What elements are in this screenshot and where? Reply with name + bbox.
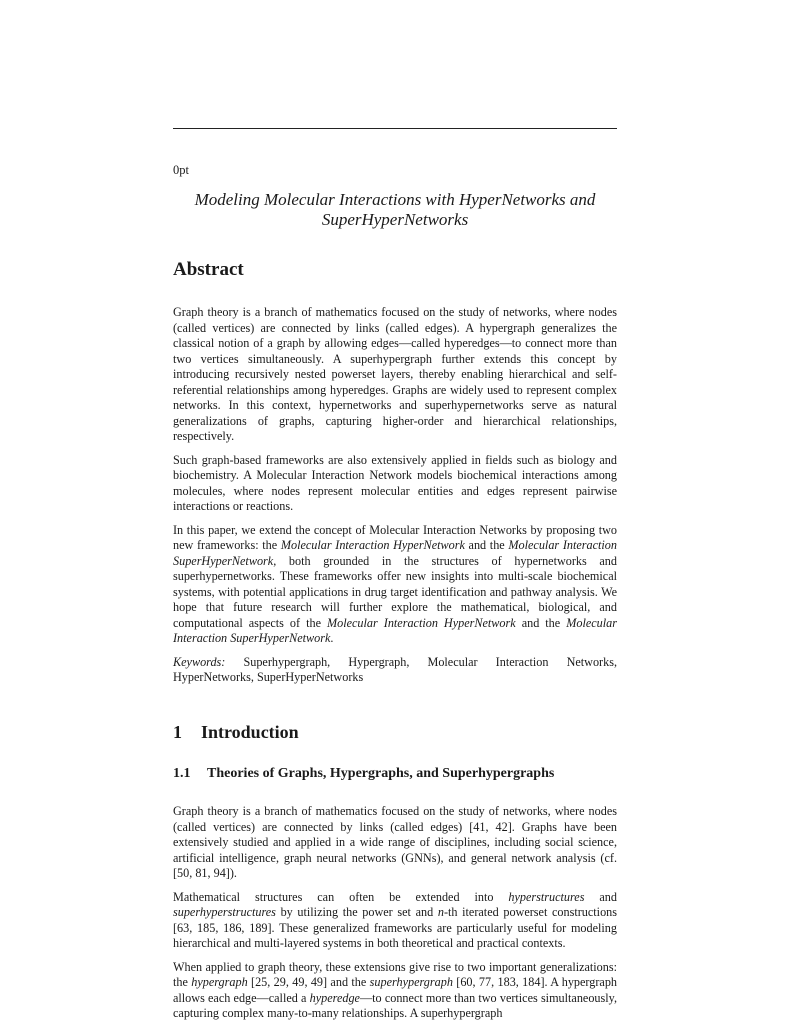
italic-term: Molecular Interaction SuperHyperNetwork	[173, 538, 617, 568]
section-1-heading	[173, 722, 299, 743]
intro-paragraph-3	[173, 960, 617, 1022]
abstract-paragraph-3	[173, 523, 617, 647]
section-title: Introduction	[201, 722, 299, 742]
text-run: —to connect more than two vertices simultaneously, capturing complex many-to-many relationships. A superhypergraph	[173, 990, 617, 1020]
top-rule	[173, 128, 617, 129]
italic-term: Molecular Interaction SuperHyperNetwork	[173, 615, 617, 645]
text-run: [60, 77, 183, 184]. A hypergraph allows each edge—called a	[173, 975, 618, 1005]
zero-pt-artifact: 0pt	[173, 163, 189, 177]
text-run: When applied to graph theory, these extensions give rise to two important generalizations: the	[173, 959, 617, 989]
italic-term: Molecular Interaction HyperNetwork	[280, 538, 465, 552]
text-run: , both grounded in the structures of hypernetworks and superhypernetworks. These frameworks offer new insights into multi-scale biochemical systems, with potential applications in drug target identification and pathway analysis. We hope that future research will further explore the mathematical, biological, and computational aspects of the	[173, 553, 617, 630]
intro-paragraph-1: Graph theory is a branch of mathematics focused on the study of networks, where nodes (called vertices) are connected by links (called edges) [41, 42]. Graphs have been extensively studied and applied in a wide range of disciplines, including social science, artificial intelligence, graph neural networks (GNNs), and general network analysis (cf. [50, 81, 94]).	[173, 804, 617, 880]
italic-term: superhyperstructures	[173, 905, 276, 919]
abstract-paragraph-1: Graph theory is a branch of mathematics focused on the study of networks, where nodes (called vertices) are connected by links (called edges). A hypergraph generalizes the classical notion of a graph by allowing edges—called hyperedges—to connect more than two vertices simultaneously. A superhypergraph further extends this concept by introducing recursively nested powerset layers, thereby enabling hierarchical and self-referential relationships among hyperedges. Graphs are widely used to represent complex networks. In this context, hypernetworks and superhypernetworks serve as natural generalizations of graphs, capturing higher-order and hierarchical relationships, respectively.	[173, 305, 617, 443]
introduction-body	[173, 804, 617, 1030]
text-run: Mathematical structures can often be extended into	[173, 889, 509, 904]
text-run: by utilizing the power set and	[275, 905, 438, 919]
text-run: -th iterated powerset constructions [63, 185, 186, 189]. These generalized frameworks are particularly useful for modeling hierarchical and multi-layered systems in both theoretical and practical contexts.	[173, 905, 618, 950]
italic-math: n	[437, 905, 444, 919]
italic-term: hyperedge	[309, 990, 360, 1005]
subsection-1-1-heading	[173, 766, 554, 782]
abstract-heading: Abstract	[173, 259, 244, 280]
text-run: and the	[515, 615, 567, 630]
text-run: and the	[464, 538, 509, 552]
text-run: .	[330, 631, 334, 645]
text-run: and	[584, 889, 617, 904]
italic-term: hyperstructures	[508, 889, 585, 904]
keywords-paragraph	[173, 655, 617, 686]
italic-term: superhypergraph	[369, 975, 453, 989]
subsection-title: Theories of Graphs, Hypergraphs, and Superhypergraphs	[207, 766, 555, 781]
intro-paragraph-2	[173, 890, 617, 952]
subsection-number: 1.1	[173, 766, 191, 781]
text-run: In this paper, we extend the concept of Molecular Interaction Networks by proposing two new frameworks: the	[173, 522, 617, 552]
keywords-list: Superhypergraph, Hypergraph, Molecular Interaction Networks, HyperNetworks, SuperHyperNetworks	[173, 654, 617, 684]
section-number: 1	[173, 722, 182, 742]
italic-term: hypergraph	[191, 975, 248, 989]
paper-title	[173, 190, 617, 230]
italic-term: Molecular Interaction HyperNetwork	[326, 615, 516, 630]
keywords-label: Keywords:	[173, 654, 226, 669]
text-run: [25, 29, 49, 49] and the	[247, 975, 370, 989]
paper-title-line-1: Modeling Molecular Interactions with HyperNetworks and	[194, 190, 596, 209]
abstract-body	[173, 305, 617, 694]
paper-title-line-2: SuperHyperNetworks	[321, 210, 469, 229]
abstract-paragraph-2: Such graph-based frameworks are also extensively applied in fields such as biology and biochemistry. A Molecular Interaction Network models biochemical interactions among molecules, where nodes represent molecular entities and edges represent pairwise interactions or reactions.	[173, 452, 617, 513]
